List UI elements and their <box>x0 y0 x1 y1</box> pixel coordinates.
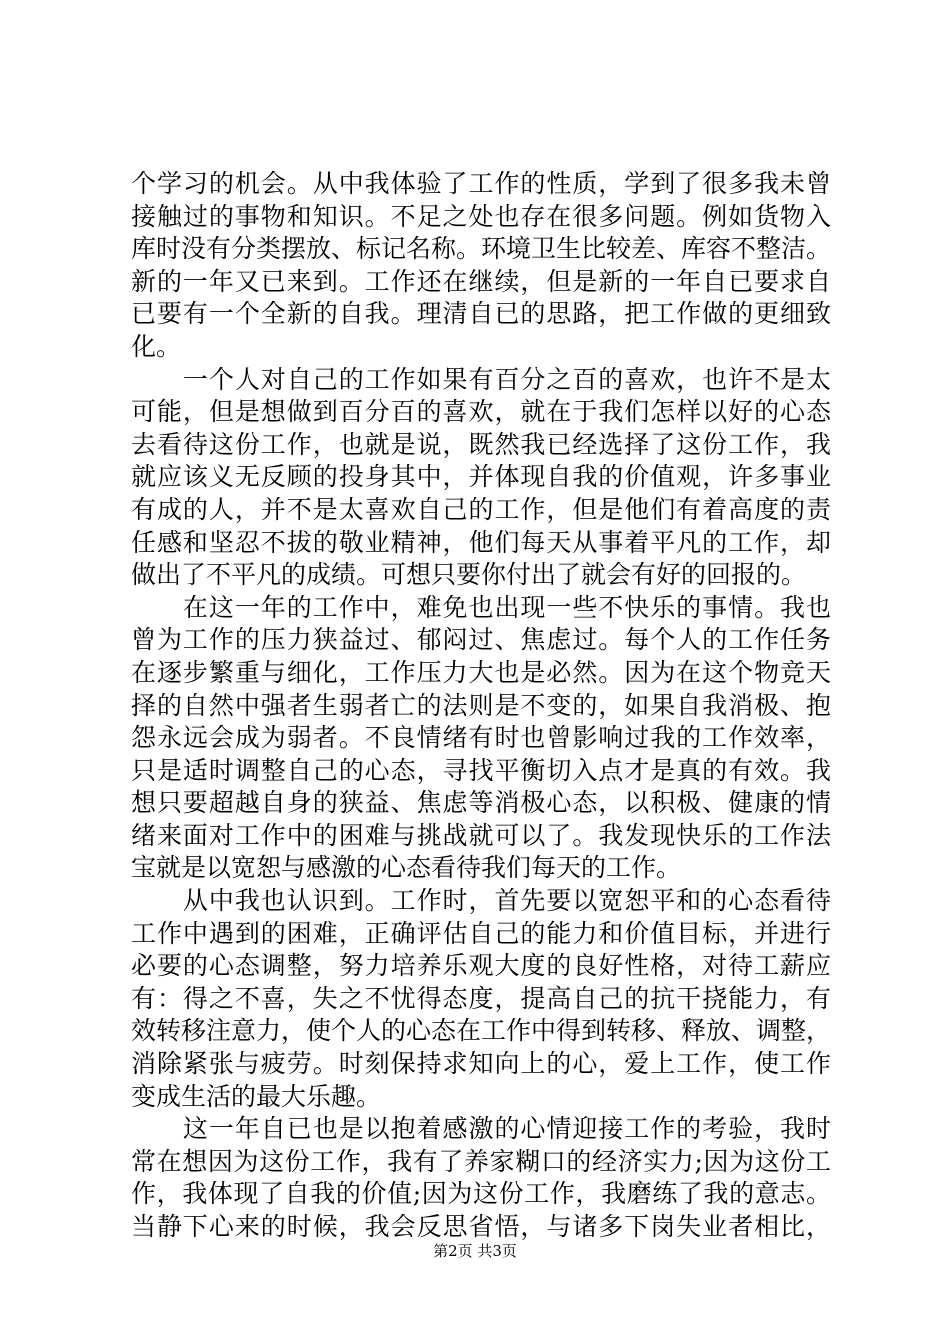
text-line: 作，我体现了自我的价值;因为这份工作，我磨练了我的意志。 <box>131 1179 831 1209</box>
text-line: 效转移注意力，使个人的心态在工作中得到转移、释放、调整， <box>131 1016 832 1046</box>
text-line: 曾为工作的压力狭益过、郁闷过、焦虑过。每个人的工作任务 <box>131 625 831 655</box>
text-line: 就应该义无反顾的投身其中，并体现自我的价值观，许多事业 <box>131 462 831 492</box>
text-line: 想只要超越自身的狭益、焦虑等消极心态，以积极、健康的情 <box>131 788 831 818</box>
text-line: 在逐步繁重与细化，工作压力大也是必然。因为在这个物竞天 <box>131 657 831 687</box>
text-line: 绪来面对工作中的困难与挑战就可以了。我发现快乐的工作法 <box>131 820 831 850</box>
text-line: 从中我也认识到。工作时，首先要以宽恕平和的心态看待 <box>131 886 831 916</box>
text-line: 做出了不平凡的成绩。可想只要你付出了就会有好的回报的。 <box>131 560 807 590</box>
text-line: 一个人对自己的工作如果有百分之百的喜欢，也许不是太 <box>131 364 831 394</box>
text-line: 有：得之不喜，失之不忧得态度，提高自己的抗干挠能力，有 <box>131 983 831 1013</box>
text-line: 工作中遇到的困难，正确评估自己的能力和价值目标，并进行 <box>131 918 831 948</box>
text-line: 有成的人，并不是太喜欢自己的工作，但是他们有着高度的责 <box>131 494 831 524</box>
text-line: 只是适时调整自己的心态，寻找平衡切入点才是真的有效。我 <box>131 755 831 785</box>
text-line: 个学习的机会。从中我体验了工作的性质，学到了很多我未曾 <box>131 169 831 198</box>
text-line: 任感和坚忍不拔的敬业精神，他们每天从事着平凡的工作，却 <box>131 527 831 557</box>
text-line: 怨永远会成为弱者。不良情绪有时也曾影响过我的工作效率， <box>131 723 831 753</box>
text-line: 接触过的事物和知识。不足之处也存在很多问题。例如货物入 <box>131 201 831 231</box>
text-line: 这一年自已也是以抱着感激的心情迎接工作的考验，我时 <box>131 1114 831 1144</box>
text-line: 已要有一个全新的自我。理清自已的思路，把工作做的更细致 <box>131 299 831 329</box>
text-line: 消除紧张与疲劳。时刻保持求知向上的心，爱上工作，使工作 <box>131 1049 831 1079</box>
text-line: 当静下心来的时候，我会反思省悟，与诸多下岗失业者相比， <box>131 1212 831 1241</box>
text-line: 常在想因为这份工作，我有了养家糊口的经济实力;因为这份工 <box>131 1146 831 1176</box>
text-line: 去看待这份工作，也就是说，既然我已经选择了这份工作，我 <box>131 429 831 459</box>
text-line: 化。 <box>131 331 182 361</box>
text-line: 新的一年又已来到。工作还在继续，但是新的一年自已要求自 <box>131 266 831 296</box>
text-line: 在这一年的工作中，难免也出现一些不快乐的事情。我也 <box>131 592 831 622</box>
text-line: 必要的心态调整，努力培养乐观大度的良好性格，对待工薪应 <box>131 951 831 981</box>
text-line: 可能，但是想做到百分百的喜欢，就在于我们怎样以好的心态 <box>131 397 831 427</box>
document-body <box>131 168 831 1244</box>
text-line: 库时没有分类摆放、标记名称。环境卫生比较差、库容不整洁。 <box>131 234 832 264</box>
text-line: 宝就是以宽恕与感激的心态看待我们每天的工作。 <box>131 853 682 883</box>
text-line: 择的自然中强者生弱者亡的法则是不变的，如果自我消极、抱 <box>131 690 831 720</box>
page-footer: 第2页 共3页 <box>433 1242 517 1260</box>
text-line: 变成生活的最大乐趣。 <box>131 1081 382 1111</box>
